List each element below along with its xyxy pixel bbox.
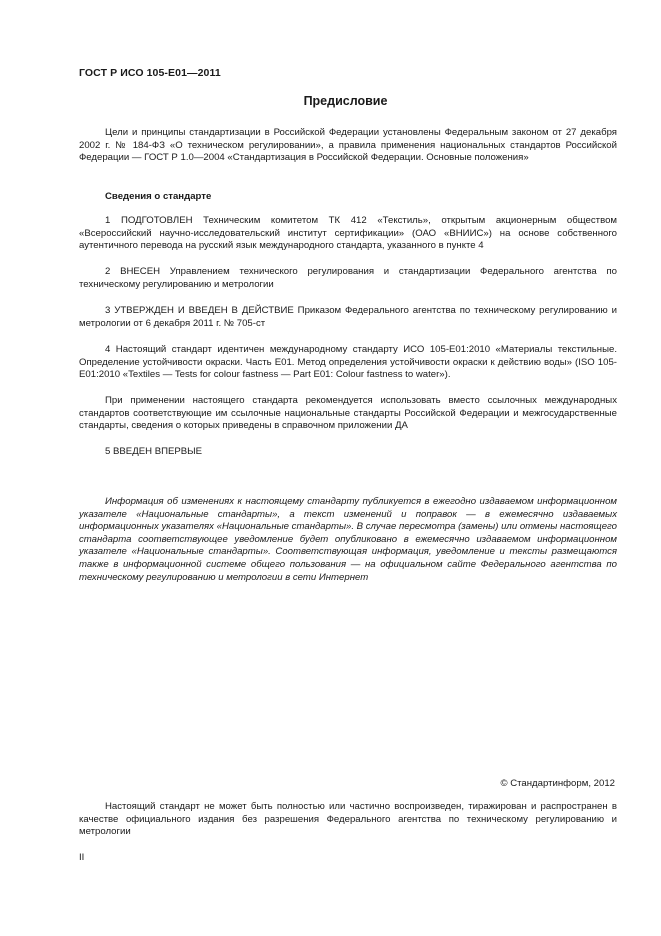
item-5-paragraph: 5 ВВЕДЕН ВПЕРВЫЕ <box>105 446 203 457</box>
rights-paragraph: Настоящий стандарт не может быть полностью или частично воспроизведен, тиражирован и распространен в качестве официального издания без разрешения Федерального агентства по техническому регулированию и метрологии <box>79 801 617 838</box>
intro-paragraph: Цели и принципы стандартизации в Российской Федерации установлены Федеральным законом от 27 декабря 2002 г. № 184-ФЗ «О техническом регулировании», а правила применения национальных стандартов Российской Федерации — ГОСТ Р 1.0—2004 «Стандартизация в Российской Федерации. Основные положения» <box>79 127 617 164</box>
section-subheading: Сведения о стандарте <box>105 191 212 202</box>
copyright-notice: © Стандартинформ, 2012 <box>500 778 615 789</box>
document-code: ГОСТ Р ИСО 105-Е01—2011 <box>79 67 221 79</box>
item-4-paragraph: 4 Настоящий стандарт идентичен международному стандарту ИСО 105-Е01:2010 «Материалы текстильные. Определение устойчивости окраски. Часть Е01. Метод определения устойчивости окраски к действию воды» (ISO 105-E01:2010 «Textiles — Tests for colour fastness — Part E01: Colour fastness to water»). <box>79 344 617 381</box>
item-2-paragraph: 2 ВНЕСЕН Управлением технического регулирования и стандартизации Федерального агентства по техническому регулированию и метрологии <box>79 266 617 290</box>
item-3-paragraph: 3 УТВЕРЖДЕН И ВВЕДЕН В ДЕЙСТВИЕ Приказом Федерального агентства по техническому регулированию и метрологии от 6 декабря 2011 г. № 705-ст <box>79 305 617 329</box>
page-number: II <box>79 852 85 863</box>
info-paragraph: Информация об изменениях к настоящему стандарту публикуется в ежегодно издаваемом информационном указателе «Национальные стандарты», а текст изменений и поправок — в ежемесячно издаваемых информационных указателях «Национальные стандарты». В случае пересмотра (замены) или отмены настоящего стандарта соответствующее уведомление будет опубликовано в ежемесячно издаваемом информационном указателе «Национальные стандарты». Соответствующая информация, уведомление и тексты размещаются также в информационной системе общего пользования — на официальном сайте Федерального агентства по техническому регулированию и метрологии в сети Интернет <box>79 496 617 583</box>
item-4-note-paragraph: При применении настоящего стандарта рекомендуется использовать вместо ссылочных международных стандартов соответствующие им ссылочные национальные стандарты Российской Федерации и межгосударственные стандарты, сведения о которых приведены в справочном приложении ДА <box>79 395 617 432</box>
page-title: Предисловие <box>303 94 388 108</box>
item-1-paragraph: 1 ПОДГОТОВЛЕН Техническим комитетом ТК 412 «Текстиль», открытым акционерным обществом «Всероссийский научно-исследовательский институт сертификации» (ОАО «ВНИИС») на основе собственного аутентичного перевода на русский язык международного стандарта, указанного в пункте 4 <box>79 215 617 252</box>
